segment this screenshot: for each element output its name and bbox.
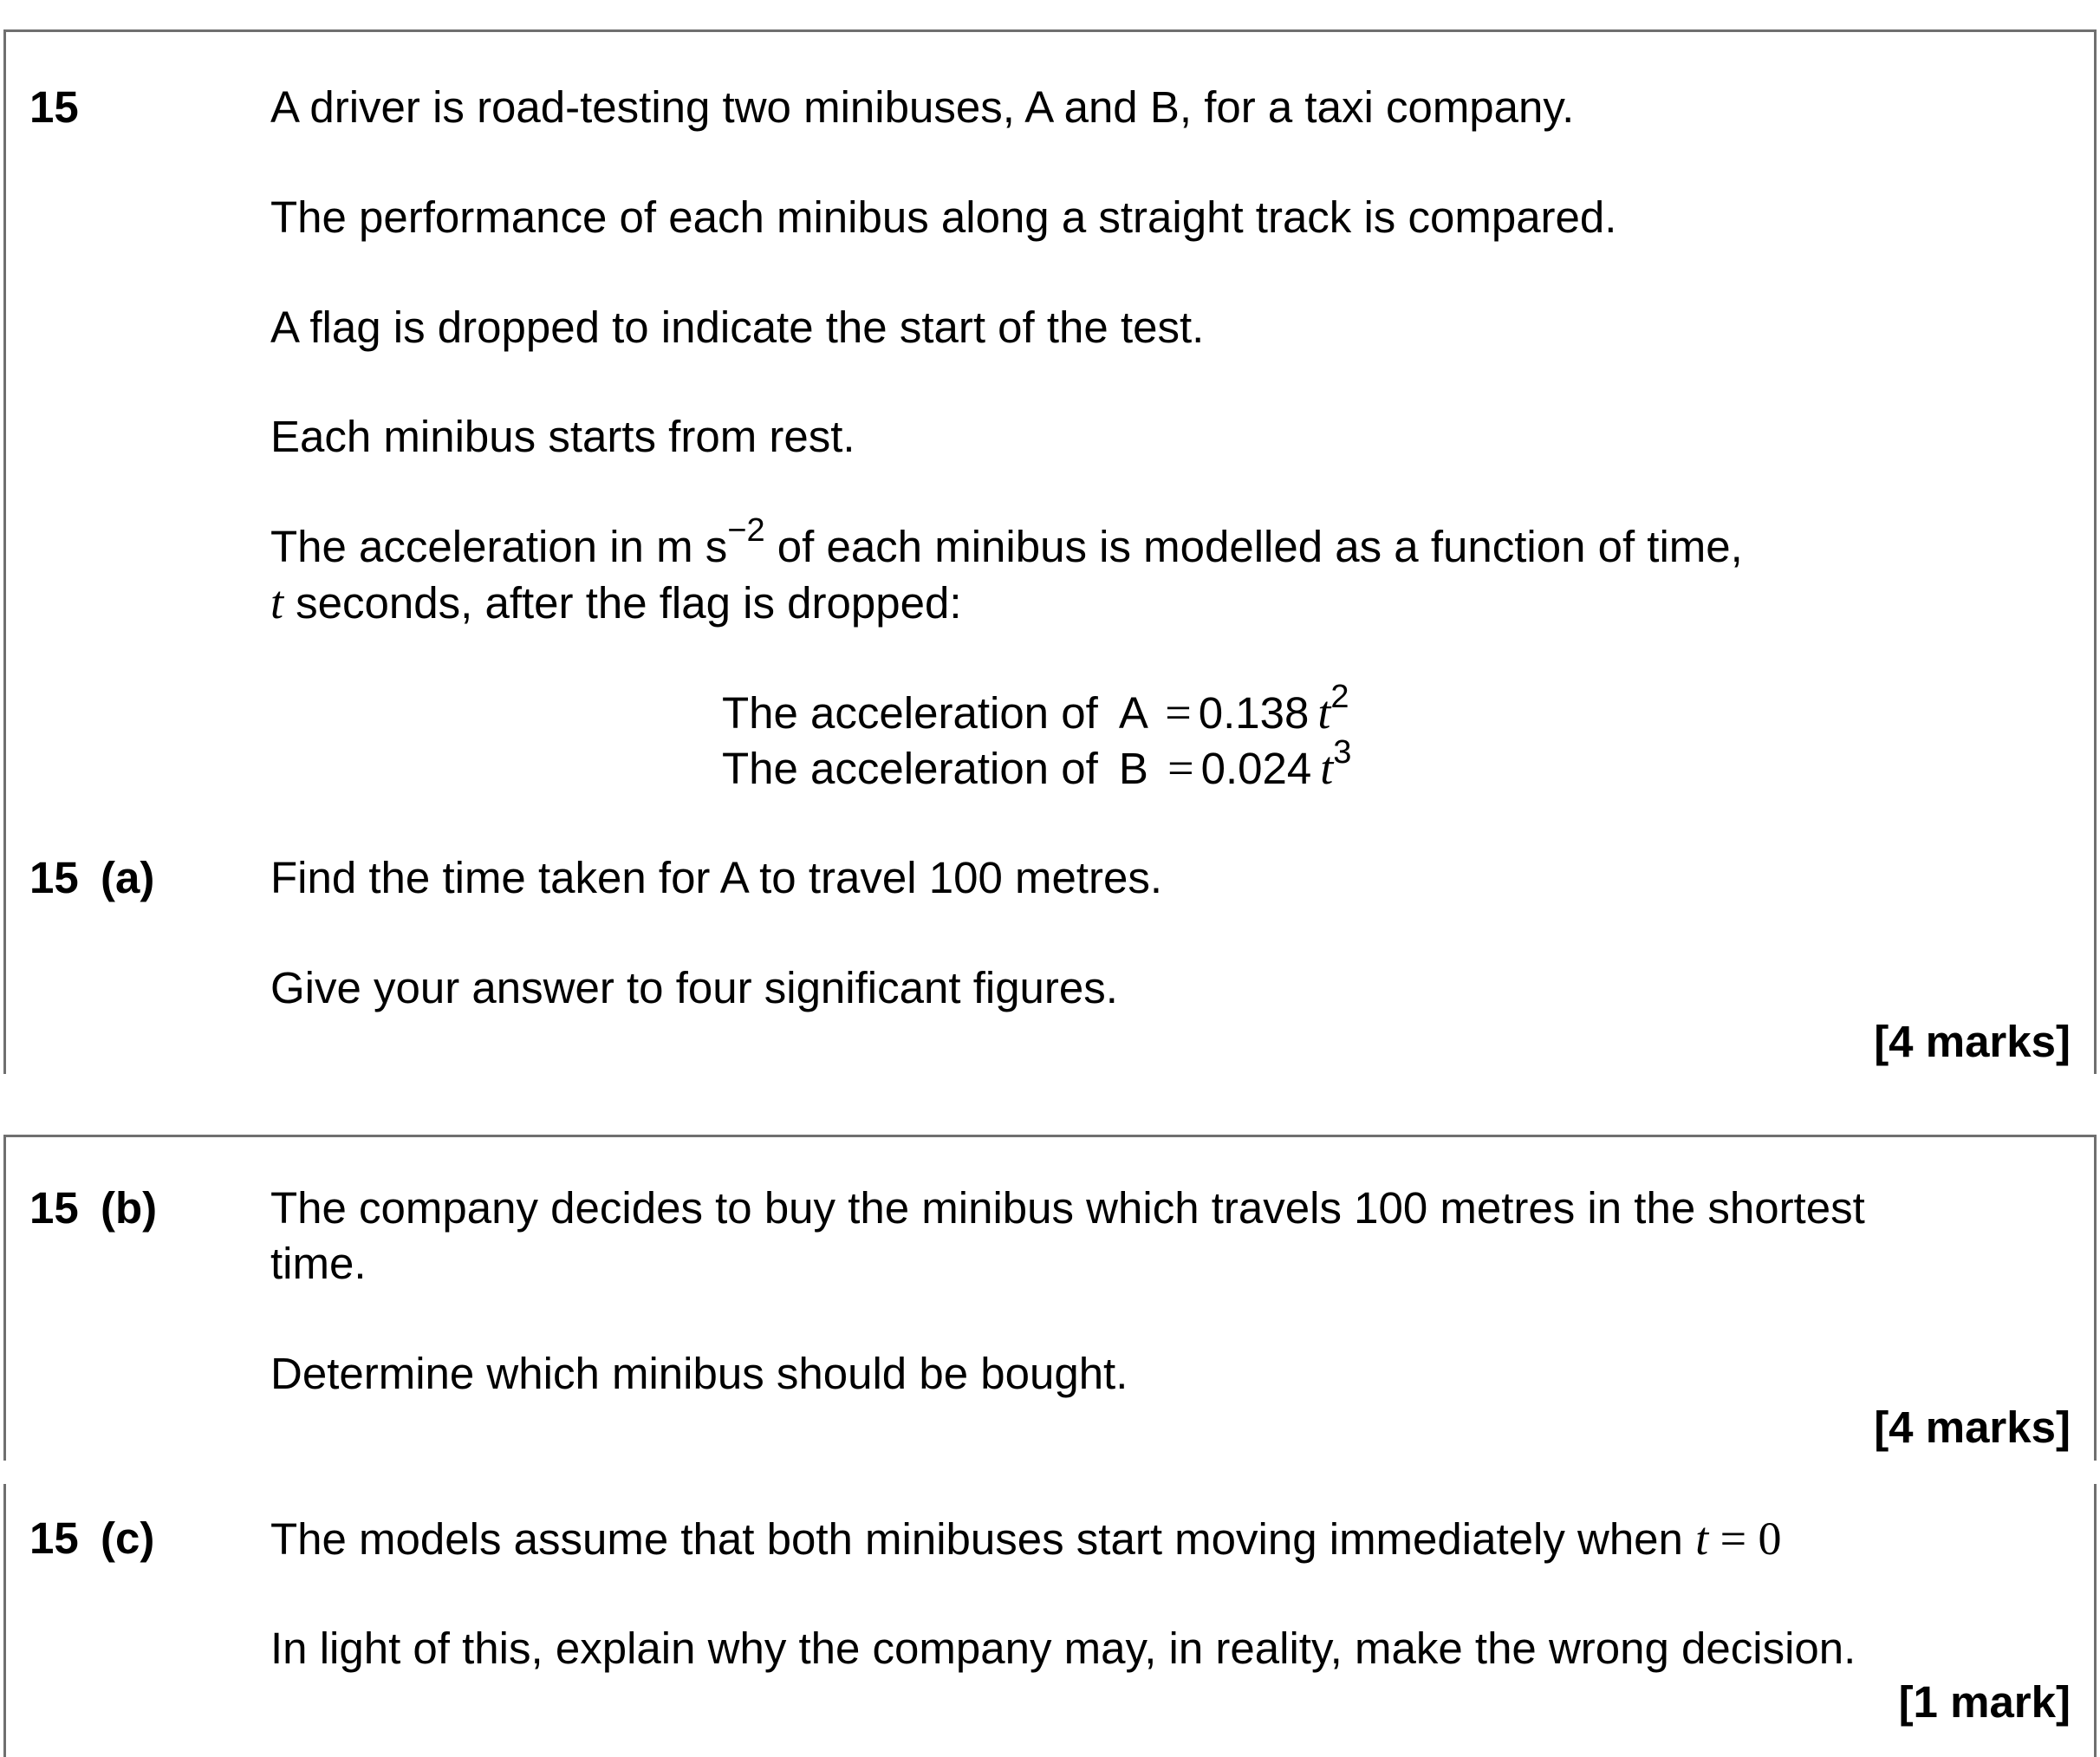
part-b-number: 15 [29, 1183, 79, 1233]
model-b-variable: t [1320, 742, 1334, 794]
part-c-math-rest: = 0 [1708, 1513, 1782, 1565]
part-b-line-2: time. [270, 1239, 367, 1288]
model-b-power: 3 [1333, 734, 1352, 771]
model-a-coefficient: 0.138 [1198, 688, 1310, 738]
part-c-number: 15 [29, 1513, 79, 1563]
part-c-marks: [1 mark] [1898, 1677, 2071, 1727]
question-number: 15 [29, 82, 79, 132]
time-variable: t [270, 576, 284, 628]
part-a-letter: (a) [101, 853, 155, 902]
part-b-line-1: The company decides to buy the minibus which travels 100 metres in the shortest [270, 1183, 1865, 1233]
model-equation-a [722, 679, 1349, 739]
acceleration-sentence-line-2 [270, 576, 962, 629]
model-b-coefficient: 0.024 [1200, 744, 1312, 793]
part-b-marks: [4 marks] [1874, 1402, 2071, 1452]
model-a-power: 2 [1330, 679, 1349, 715]
model-b-equals: = [1167, 742, 1194, 794]
part-a-line-2: Give your answer to four significant figures. [270, 963, 1118, 1012]
intro-line-4: Each minibus starts from rest. [270, 412, 855, 461]
model-a-variable: t [1317, 687, 1331, 739]
accel-line2-rest: seconds, after the flag is dropped: [283, 578, 962, 628]
intro-line-1: A driver is road-testing two minibuses, A and B, for a taxi company. [270, 82, 1575, 132]
part-a-number: 15 [29, 853, 79, 902]
part-c-letter: (c) [101, 1513, 155, 1563]
intro-line-2: The performance of each minibus along a straight track is compared. [270, 192, 1617, 242]
part-c-line-1 [270, 1513, 1782, 1565]
accel-after-unit: of each minibus is modelled as a function of time, [764, 522, 1743, 571]
part-b-letter: (b) [101, 1183, 158, 1233]
part-a-marks: [4 marks] [1874, 1017, 2071, 1066]
intro-line-3: A flag is dropped to indicate the start of the test. [270, 303, 1205, 352]
part-a-line-1: Find the time taken for A to travel 100 metres. [270, 853, 1163, 902]
part-c-line-1-text: The models assume that both minibuses start moving immediately when [270, 1514, 1696, 1564]
part-c-math-variable: t [1695, 1513, 1709, 1565]
acceleration-sentence-line-1 [270, 512, 1743, 573]
model-b-bus: B [1118, 744, 1148, 793]
model-equation-b [722, 734, 1352, 795]
accel-unit-power: −2 [727, 512, 765, 549]
part-b-line-3: Determine which minibus should be bought. [270, 1349, 1128, 1398]
model-b-label: The acceleration of [722, 744, 1098, 793]
model-a-bus: A [1118, 688, 1147, 738]
accel-unit: m s [656, 522, 728, 571]
model-a-label: The acceleration of [722, 688, 1098, 738]
accel-before-unit: The acceleration in [270, 522, 657, 571]
model-a-equals: = [1165, 687, 1192, 739]
part-c-line-2: In light of this, explain why the company may, in reality, make the wrong decision. [270, 1624, 1856, 1673]
